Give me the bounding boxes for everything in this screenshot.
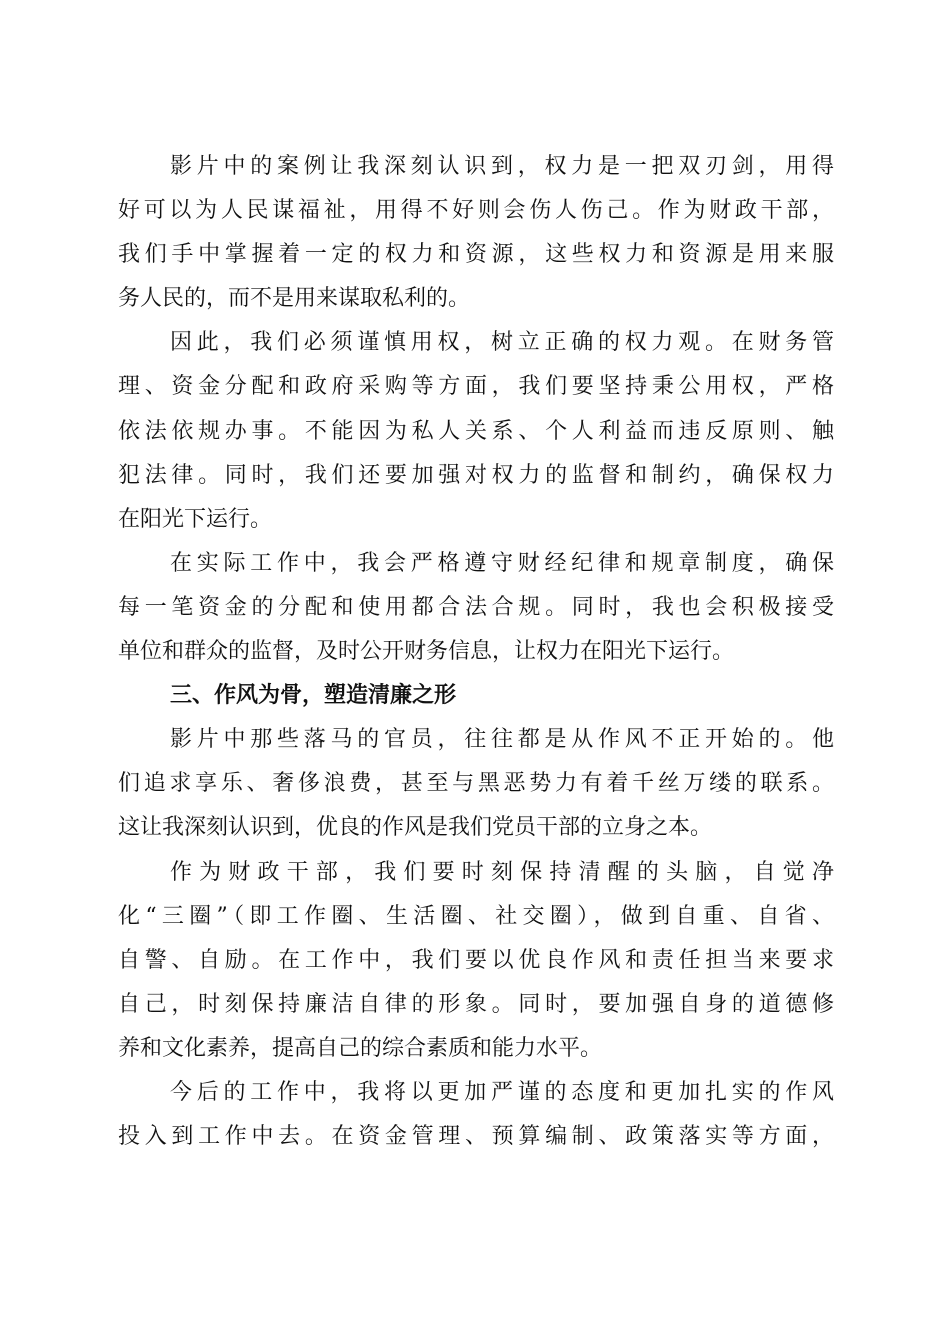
text-line: 投入到工作中去。在资金管理、预算编制、政策落实等方面，	[118, 1124, 834, 1150]
text-line: 务人民的，而不是用来谋取私利的。	[118, 286, 471, 312]
text-line: 理、资金分配和政府采购等方面，我们要坚持秉公用权，严格	[118, 374, 834, 400]
text-line: 依法依规办事。不能因为私人关系、个人利益而违反原则、触	[118, 418, 834, 444]
text-line: 今后的工作中，我将以更加严谨的态度和更加扎实的作风	[170, 1079, 834, 1105]
text-line: 自己，时刻保持廉洁自律的形象。同时，要加强自身的道德修	[118, 991, 834, 1017]
document-body	[118, 145, 834, 1159]
text-line: 影片中那些落马的官员，往往都是从作风不正开始的。他	[170, 727, 834, 753]
paragraph	[118, 718, 834, 850]
text-line: 犯法律。同时，我们还要加强对权力的监督和制约，确保权力	[118, 462, 834, 488]
section-heading	[118, 674, 834, 718]
paragraph	[118, 851, 834, 1071]
text-line: 自警、自励。在工作中，我们要以优良作风和责任担当来要求	[118, 947, 834, 973]
text-line: 在阳光下运行。	[118, 506, 273, 532]
text-line: 好可以为人民谋福祉，用得不好则会伤人伤己。作为财政干部，	[118, 198, 834, 224]
text-line: 因此，我们必须谨慎用权，树立正确的权力观。在财务管	[170, 330, 834, 356]
text-line: 养和文化素养，提高自己的综合素质和能力水平。	[118, 1035, 603, 1061]
paragraph	[118, 1071, 834, 1159]
text-line: 这让我深刻认识到，优良的作风是我们党员干部的立身之本。	[118, 815, 713, 841]
paragraph	[118, 542, 834, 674]
text-line: 影片中的案例让我深刻认识到，权力是一把双刃剑，用得	[170, 154, 834, 179]
text-line: 作为财政干部，我们要时刻保持清醒的头脑，自觉净	[170, 859, 834, 885]
text-line: 每一笔资金的分配和使用都合法合规。同时，我也会积极接受	[118, 594, 834, 620]
paragraph	[118, 145, 834, 321]
text-line: 我们手中掌握着一定的权力和资源，这些权力和资源是用来服	[118, 242, 834, 268]
text-line: 们追求享乐、奢侈浪费，甚至与黑恶势力有着千丝万缕的联系。	[118, 771, 834, 797]
heading-text: 三、作风为骨，塑造清廉之形	[170, 683, 457, 709]
paragraph	[118, 321, 834, 541]
text-line: 化“三圈”（即工作圈、生活圈、社交圈），做到自重、自省、	[118, 903, 834, 929]
text-line: 在实际工作中，我会严格遵守财经纪律和规章制度，确保	[170, 550, 834, 576]
text-line: 单位和群众的监督，及时公开财务信息，让权力在阳光下运行。	[118, 639, 735, 665]
